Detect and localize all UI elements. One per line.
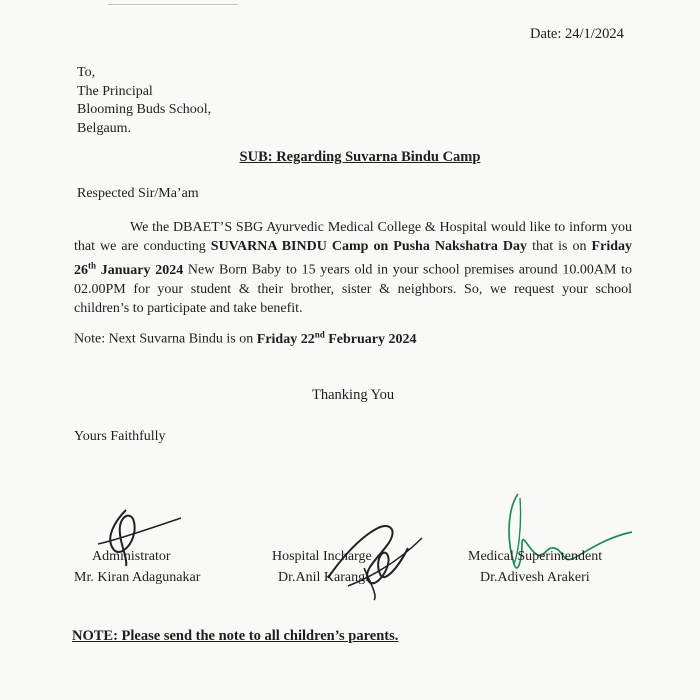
date-text: Friday 26 <box>74 239 632 278</box>
salutation: Respected Sir/Ma’am <box>77 186 199 201</box>
date-suffix: th <box>88 260 97 270</box>
thanking-you: Thanking You <box>312 387 395 403</box>
address-line: Blooming Buds School, <box>77 102 212 117</box>
date-suffix: nd <box>314 329 325 339</box>
signatory-title: Hospital Incharge <box>272 549 372 564</box>
address-line: To, <box>77 65 96 80</box>
recipient-address <box>77 64 211 138</box>
date-text: January 2024 <box>96 262 184 278</box>
body-text: We the DBAET’S SBG Ayurvedic Medical College & Hospital would like to inform you that we are conducting <box>74 220 632 254</box>
address-line: The Principal <box>77 83 153 99</box>
signatory-name: Dr.Adivesh Arakeri <box>480 570 590 585</box>
signatory-title: Administrator <box>92 549 171 564</box>
letter-date: Date: 24/1/2024 <box>530 26 624 42</box>
signatory-name: Dr.Anil Karangi <box>278 570 369 585</box>
closing: Yours Faithfully <box>74 429 166 444</box>
date-text: February 2024 <box>324 331 417 347</box>
address-line: Belgaum. <box>77 120 132 136</box>
body-bold-text: SUVARNA BINDU Camp on Pusha Nakshatra Day <box>210 239 528 254</box>
footer-note: NOTE: Please send the note to all children’s parents. <box>72 628 399 644</box>
body-paragraph <box>74 218 632 318</box>
medical-superintendent-signature <box>492 488 642 583</box>
signatory-name: Mr. Kiran Adagunakar <box>74 570 201 585</box>
note-text: Note: Next Suvarna Bindu is on <box>74 331 257 347</box>
note-bold-date <box>256 329 417 347</box>
date-text: Friday 22 <box>256 331 315 347</box>
cropped-header-line <box>108 0 238 5</box>
subject-line: SUB: Regarding Suvarna Bindu Camp <box>239 149 481 165</box>
body-text: New Born Baby to 15 years old in your school premises around 10.00AM to 02.00PM for your student & their brother, sister & neighbors. So, we request your school children’s to participate and take benefit. <box>74 262 632 316</box>
signatory-title: Medical Superintendent <box>468 549 603 564</box>
body-text: that is on <box>527 239 592 254</box>
next-camp-note <box>74 329 417 348</box>
